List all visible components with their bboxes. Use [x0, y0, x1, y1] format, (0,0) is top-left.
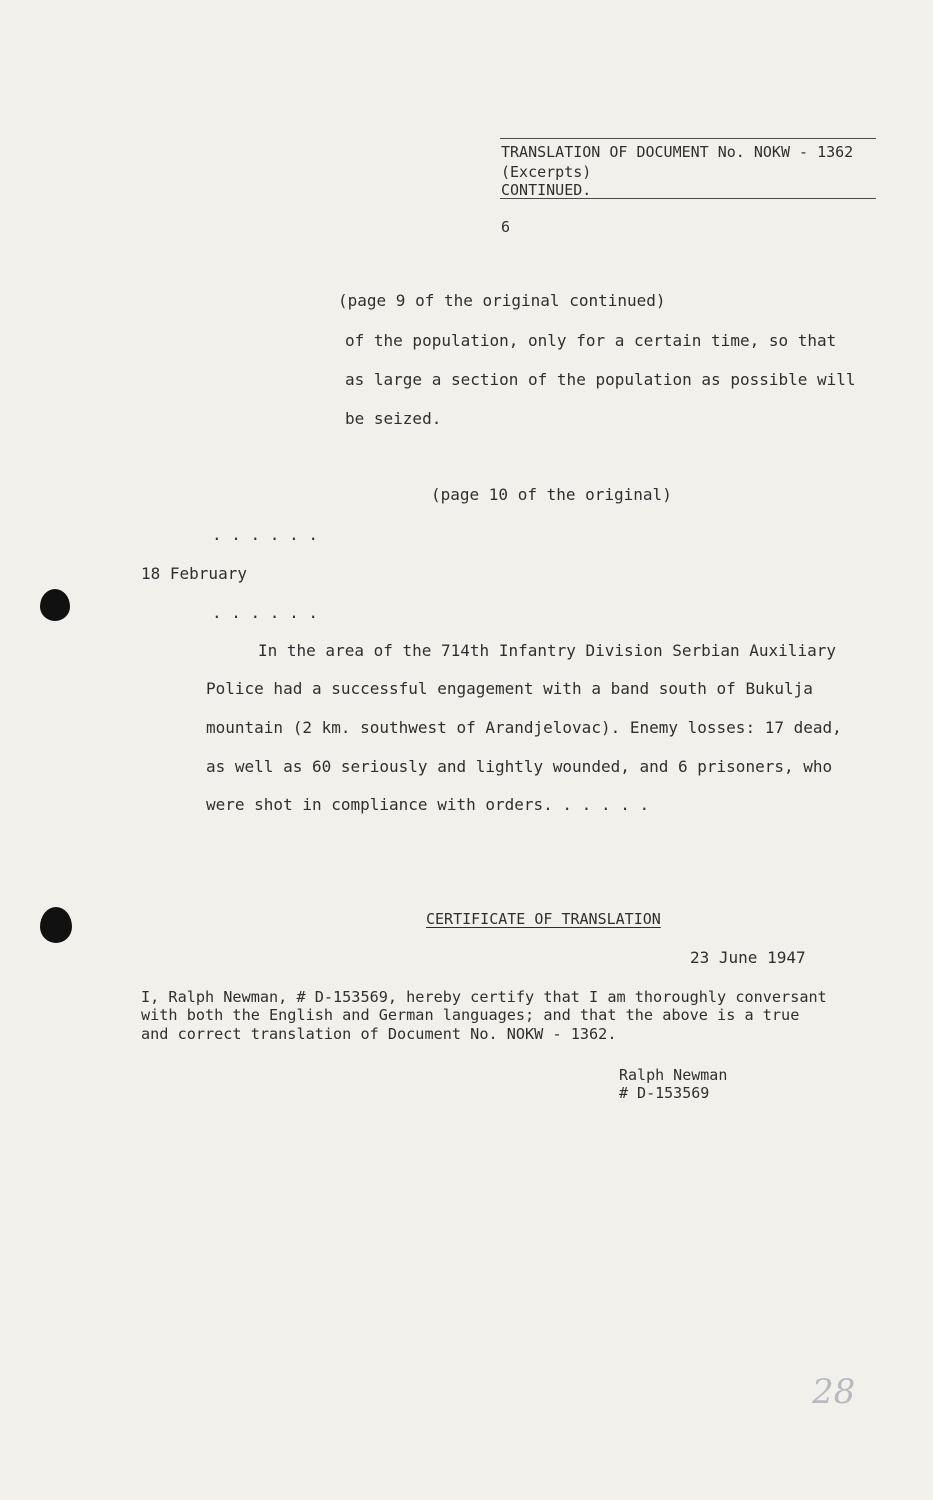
page-note-9: (page 9 of the original continued) — [338, 291, 666, 310]
header-rule-top — [500, 138, 876, 139]
body-line: as large a section of the population as possible will — [345, 370, 856, 389]
entry-date: 18 February — [141, 564, 247, 583]
certificate-line: I, Ralph Newman, # D-153569, hereby certify that I am thoroughly conversant — [141, 988, 827, 1006]
page-number: 6 — [501, 218, 511, 236]
certificate-date: 23 June 1947 — [690, 948, 806, 967]
header-rule-bottom — [500, 198, 876, 199]
ellipsis-top: . . . . . . — [212, 525, 318, 544]
body-line: be seized. — [345, 409, 442, 428]
page-note-10: (page 10 of the original) — [431, 485, 672, 504]
body-line: In the area of the 714th Infantry Division Serbian Auxiliary — [258, 641, 836, 660]
continued-label: CONTINUED. — [501, 181, 592, 199]
certificate-title: CERTIFICATE OF TRANSLATION — [426, 910, 661, 928]
certificate-line: with both the English and German languages; and that the above is a true — [141, 1006, 800, 1024]
handwritten-page-mark: 28 — [812, 1372, 856, 1412]
body-line: as well as 60 seriously and lightly wounded, and 6 prisoners, who — [206, 757, 833, 776]
body-line: Police had a successful engagement with a band south of Bukulja — [206, 679, 813, 698]
document-title: TRANSLATION OF DOCUMENT No. NOKW - 1362 — [501, 143, 854, 161]
body-line: mountain (2 km. southwest of Arandjelovac). Enemy losses: 17 dead, — [206, 718, 842, 737]
ellipsis-bottom: . . . . . . — [212, 603, 318, 622]
body-line: of the population, only for a certain time, so that — [345, 331, 837, 350]
punch-hole-top — [40, 589, 70, 621]
excerpts-label: (Excerpts) — [501, 163, 592, 181]
punch-hole-bottom — [40, 907, 72, 943]
certificate-line: and correct translation of Document No. NOKW - 1362. — [141, 1025, 617, 1043]
signature-id: # D-153569 — [619, 1084, 710, 1102]
body-line: were shot in compliance with orders. . . . . . — [206, 795, 650, 814]
signature-name: Ralph Newman — [619, 1066, 728, 1084]
